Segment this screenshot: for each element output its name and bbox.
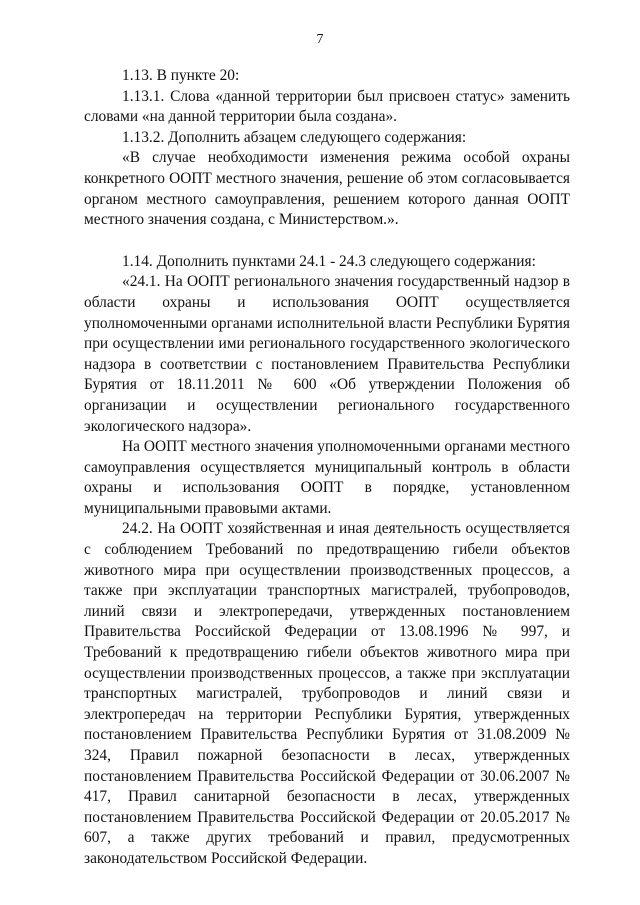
paragraph-24-2: 24.2. На ООПТ хозяйственная и иная деятельность осуществляется с соблюдением Требований по предотвращению гибели объектов животного мира при осуществлении производственных процессов, а также при эксплуатации транспортных магистралей, трубопроводов, линий связи и электропередачи, утвержденных постановлением Правительства Российской Федерации от 13.08.1996 № 997, и Требований к предотвращению гибели объектов животного мира при осуществлении производственных процессов, а также при эксплуатации транспортных магистралей, трубопроводов и линий связи и электропередач на территории Республики Бурятия, утвержденных постановлением Правительства Республики Бурятия от 31.08.2009 № 324, Правил пожарной безопасности в лесах, утвержденных постановлением Правительства Российской Федерации от 30.06.2007 № 417, Правил санитарной безопасности в лесах, утвержденных постановлением Правительства Российской Федерации от 20.05.2017 № 607, а также других требований и правил, предусмотренных законодательством Российской Федерации. [84, 520, 570, 867]
paragraph-1-13-2: 1.13.2. Дополнить абзацем следующего содержания: [122, 128, 467, 146]
paragraph-24-1: «24.1. На ООПТ регионального значения государственный надзор в области охраны и использования ООПТ осуществляется уполномоченными органами исполнительной власти Республики Бурятия при осуществлении ими регионального государственного экологического надзора в соответствии с постановлением Правительства Республики Бурятия от 18.11.2011 № 600 «Об утверждении Положения об организации и осуществлении регионального государственного экологического надзора». [84, 273, 570, 435]
paragraph-1-13: 1.13. В пункте 20: [122, 67, 240, 84]
paragraph-quote-oopt-regime: «В случае необходимости изменения режима особой охраны конкретного ООПТ местного значения, решение об этом согласовывается органом местного самоуправления, решением которого данная ООПТ местного значения создана, с Министерством.». [84, 149, 570, 229]
page-number: 7 [316, 32, 324, 47]
document-body [84, 66, 570, 870]
paragraph-municipal-control: На ООПТ местного значения уполномоченными органами местного самоуправления осуществляется муниципальный контроль в области охраны и использования ООПТ в порядке, установленном муниципальными правовыми актами. [84, 438, 570, 517]
paragraph-1-13-1: 1.13.1. Слова «данной территории был присвоен статус» заменить словами «на данной территории была создана». [84, 87, 570, 126]
paragraph-1-14: 1.14. Дополнить пунктами 24.1 - 24.3 следующего содержания: [122, 252, 536, 270]
